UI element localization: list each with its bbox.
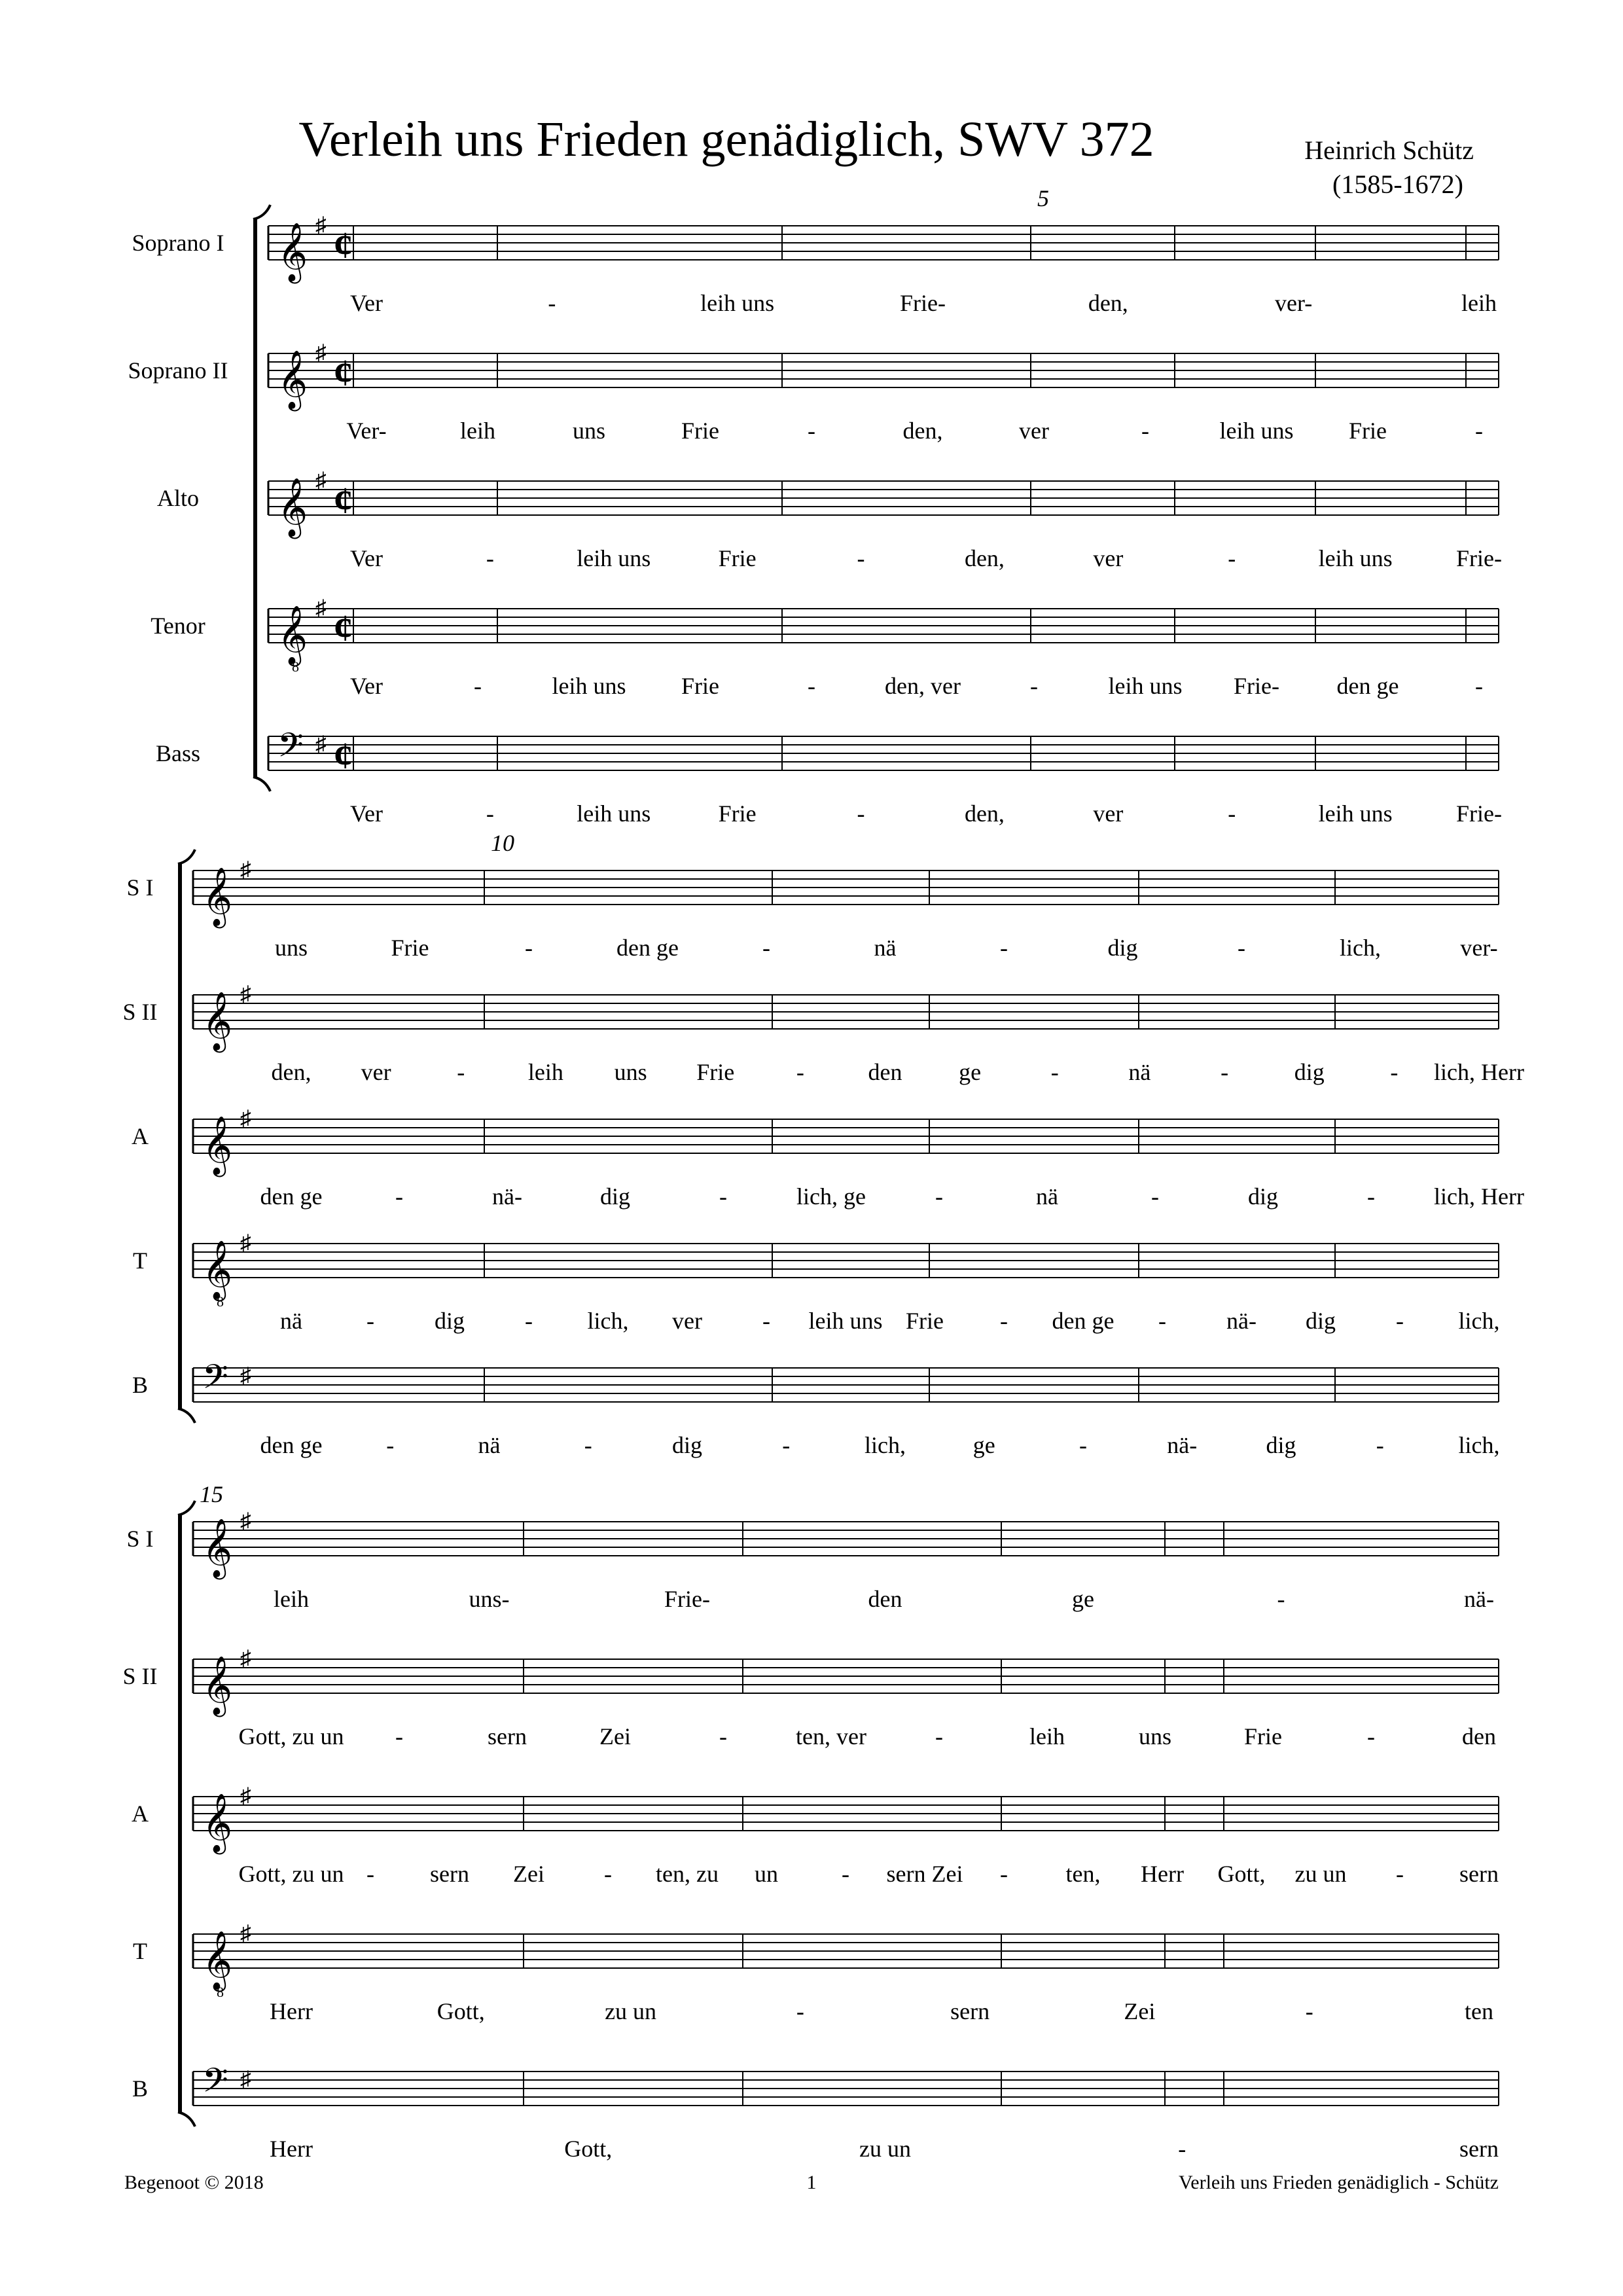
bracket-bottom-hook: [253, 777, 270, 791]
part-label: Bass: [155, 740, 201, 766]
lyric-syllable: Gott,: [437, 1998, 485, 2024]
treble-clef-icon: 𝄞: [277, 351, 308, 408]
lyric-syllable: leih uns: [1219, 418, 1294, 444]
lyric-syllable: leih uns: [552, 673, 626, 699]
footer-running-title: Verleih uns Frieden genädiglich - Schütz: [1178, 2172, 1499, 2193]
bracket-bottom-hook: [178, 2112, 195, 2126]
staff-soprano-i: [132, 213, 1499, 316]
lyric-syllable: leih uns: [700, 290, 775, 316]
lyric-syllable: nä: [874, 935, 897, 961]
lyric-syllable: -: [1390, 1059, 1399, 1085]
lyric-syllable: lich,: [865, 1432, 906, 1458]
lyric-syllable: ver-: [1275, 290, 1313, 316]
lyric-syllable: -: [395, 1723, 403, 1749]
part-label: T: [133, 1247, 147, 1274]
lyric-syllable: leih: [1461, 290, 1497, 316]
lyric-syllable: -: [1305, 1998, 1313, 2024]
composer-dates: (1585-1672): [1332, 170, 1463, 199]
key-signature-sharp-icon: ♯: [315, 341, 327, 365]
lyric-syllable: uns-: [469, 1586, 510, 1612]
system-1: [128, 185, 1502, 827]
part-label: Tenor: [151, 613, 205, 639]
lyric-syllable: den,: [902, 418, 943, 444]
lyric-syllable: nä: [1128, 1059, 1151, 1085]
lyric-syllable: leih: [527, 1059, 563, 1085]
lyric-syllable: -: [386, 1432, 395, 1458]
part-label: Soprano II: [128, 357, 228, 384]
treble-clef-icon: 𝄞: [202, 1931, 233, 1988]
lyric-syllable: -: [1228, 545, 1236, 571]
lyric-syllable: den: [868, 1586, 902, 1612]
treble-clef-icon: 𝄞: [202, 1657, 233, 1713]
key-signature-sharp-icon: ♯: [240, 1784, 251, 1808]
staff-t: [133, 1922, 1499, 2024]
lyric-syllable: -: [1158, 1308, 1166, 1334]
key-signature-sharp-icon: ♯: [315, 596, 327, 620]
part-label: B: [132, 1372, 149, 1398]
part-label: B: [132, 2075, 149, 2102]
lyric-syllable: -: [1141, 418, 1149, 444]
lyric-syllable: Frie: [681, 673, 719, 699]
lyric-syllable: sern: [430, 1861, 469, 1887]
key-signature-sharp-icon: ♯: [240, 1647, 251, 1671]
octave-eight-mark: 8: [217, 1984, 224, 2000]
lyric-syllable: Frie-: [664, 1586, 710, 1612]
lyric-syllable: lich, ge: [796, 1183, 866, 1210]
staff-s-ii: [123, 1647, 1499, 1749]
key-signature-sharp-icon: ♯: [240, 1364, 251, 1388]
measure-number: 15: [200, 1481, 223, 1507]
lyric-syllable: -: [1178, 2136, 1186, 2162]
footer-page-number: 1: [806, 2172, 817, 2193]
lyric-syllable: leih uns: [808, 1308, 883, 1334]
key-signature-sharp-icon: ♯: [240, 858, 251, 882]
lyric-syllable: -: [1376, 1432, 1384, 1458]
lyric-syllable: -: [842, 1861, 849, 1887]
lyric-syllable: dig: [599, 1183, 631, 1210]
measure-number: 10: [491, 830, 514, 856]
lyric-syllable: dig: [1266, 1432, 1296, 1458]
staff-b: [132, 1359, 1500, 1458]
lyric-syllable: ver: [1093, 545, 1124, 571]
lyric-syllable: sern: [1459, 2136, 1499, 2162]
lyric-syllable: -: [525, 935, 533, 961]
staff-bass: [156, 728, 1502, 827]
treble-clef-icon: 𝄞: [277, 478, 308, 535]
lyric-syllable: nä-: [1464, 1586, 1494, 1612]
lyric-syllable: uns: [274, 935, 308, 961]
lyric-syllable: Gott, zu un: [238, 1861, 344, 1887]
lyric-syllable: nä-: [492, 1183, 522, 1210]
lyric-syllable: Frie: [1244, 1723, 1282, 1749]
lyric-syllable: -: [1238, 935, 1245, 961]
staff-soprano-ii: [128, 341, 1499, 444]
treble-clef-icon: 𝄞: [202, 1794, 233, 1851]
lyric-syllable: leih uns: [577, 545, 651, 571]
bracket-top-hook: [178, 850, 195, 864]
staff-b: [132, 2063, 1499, 2162]
lyric-syllable: lich, Herr: [1434, 1059, 1524, 1085]
lyric-syllable: -: [525, 1308, 533, 1334]
cut-time-icon: ¢: [334, 224, 353, 266]
lyric-syllable: -: [604, 1861, 612, 1887]
lyric-syllable: leih uns: [1108, 673, 1183, 699]
lyric-syllable: den, ver: [885, 673, 961, 699]
key-signature-sharp-icon: ♯: [240, 1922, 251, 1946]
treble-clef-icon: 𝄞: [202, 868, 233, 925]
part-label: A: [132, 1801, 149, 1827]
lyric-syllable: -: [1000, 1308, 1008, 1334]
lyric-syllable: den ge: [1336, 673, 1399, 699]
lyric-syllable: -: [486, 800, 494, 827]
lyric-syllable: Frie-: [1456, 800, 1502, 827]
lyric-syllable: -: [857, 800, 865, 827]
cut-time-icon: ¢: [334, 734, 353, 777]
lyric-syllable: -: [1367, 1723, 1375, 1749]
lyric-syllable: uns: [572, 418, 606, 444]
lyric-syllable: den ge: [616, 935, 679, 961]
lyric-syllable: sern: [950, 1998, 990, 2024]
lyric-syllable: -: [1050, 1059, 1059, 1085]
lyric-syllable: -: [935, 1723, 943, 1749]
lyric-syllable: -: [366, 1861, 374, 1887]
lyric-syllable: -: [1221, 1059, 1229, 1085]
octave-eight-mark: 8: [217, 1293, 224, 1310]
measure-number: 5: [1037, 185, 1049, 211]
key-signature-sharp-icon: ♯: [240, 982, 251, 1007]
part-label: A: [132, 1123, 149, 1149]
lyric-syllable: Herr: [270, 2136, 313, 2162]
lyric-syllable: -: [808, 418, 815, 444]
lyric-syllable: leih: [460, 418, 495, 444]
treble-clef-icon: 𝄞: [277, 606, 308, 663]
lyric-syllable: -: [548, 290, 556, 316]
lyric-syllable: -: [1000, 935, 1008, 961]
lyric-syllable: uns: [1138, 1723, 1172, 1749]
part-label: Soprano I: [132, 230, 224, 256]
staff-s-i: [126, 1509, 1499, 1612]
lyric-syllable: den,: [964, 800, 1005, 827]
lyric-syllable: -: [1151, 1183, 1159, 1210]
part-label: T: [133, 1938, 147, 1964]
bracket-top-hook: [178, 1501, 195, 1515]
page-title: Verleih uns Frieden genädiglich, SWV 372: [298, 112, 1154, 167]
lyric-syllable: Frie: [718, 545, 757, 571]
lyric-syllable: dig: [671, 1432, 703, 1458]
key-signature-sharp-icon: ♯: [240, 2068, 251, 2092]
lyric-syllable: -: [782, 1432, 791, 1458]
footer-copyright: Begenoot © 2018: [124, 2172, 264, 2193]
lyric-syllable: Frie: [906, 1308, 944, 1334]
lyric-syllable: nä-: [1226, 1308, 1257, 1334]
staff-a: [132, 1107, 1524, 1210]
treble-clef-icon: 𝄞: [202, 1519, 233, 1576]
lyric-syllable: nä-: [1167, 1432, 1198, 1458]
lyric-syllable: -: [1277, 1586, 1285, 1612]
lyric-syllable: -: [719, 1183, 727, 1210]
staff-alto: [157, 469, 1502, 571]
lyric-syllable: -: [1000, 1861, 1008, 1887]
lyric-syllable: ver: [1019, 418, 1049, 444]
staff-a: [132, 1784, 1499, 1887]
lyric-syllable: sern: [488, 1723, 527, 1749]
part-label: Alto: [156, 485, 200, 511]
lyric-syllable: lich, Herr: [1434, 1183, 1524, 1210]
lyric-syllable: dig: [1247, 1183, 1279, 1210]
lyric-syllable: den,: [964, 545, 1005, 571]
lyric-syllable: Frie: [391, 935, 429, 961]
lyric-syllable: dig: [434, 1308, 465, 1334]
lyric-syllable: den: [868, 1059, 902, 1085]
lyric-syllable: den ge: [1052, 1308, 1115, 1334]
lyric-syllable: dig: [1305, 1308, 1336, 1334]
lyric-syllable: -: [796, 1998, 804, 2024]
lyric-syllable: lich,: [1458, 1432, 1500, 1458]
lyric-syllable: leih uns: [1318, 800, 1393, 827]
bass-clef-icon: 𝄢: [202, 2063, 228, 2108]
lyric-syllable: ge: [972, 1432, 995, 1458]
lyric-syllable: uns: [614, 1059, 647, 1085]
lyric-syllable: -: [1475, 418, 1483, 444]
lyric-syllable: den,: [1088, 290, 1128, 316]
lyric-syllable: -: [935, 1183, 943, 1210]
staff-tenor: [151, 596, 1499, 699]
lyric-syllable: -: [486, 545, 494, 571]
cut-time-icon: ¢: [334, 479, 353, 522]
lyric-syllable: Frie: [718, 800, 757, 827]
lyric-syllable: -: [1367, 1183, 1375, 1210]
lyric-syllable: sern Zei: [886, 1861, 963, 1887]
lyric-syllable: zu un: [859, 2136, 911, 2162]
lyric-syllable: Ver-: [346, 418, 387, 444]
lyric-syllable: -: [457, 1059, 465, 1085]
treble-clef-icon: 𝄞: [202, 992, 233, 1049]
lyric-syllable: -: [1396, 1308, 1404, 1334]
bracket-bottom-hook: [178, 1408, 195, 1423]
lyric-syllable: den: [1462, 1723, 1496, 1749]
lyric-syllable: leih uns: [577, 800, 651, 827]
key-signature-sharp-icon: ♯: [315, 469, 327, 493]
lyric-syllable: Ver: [350, 800, 383, 827]
staff-s-ii: [123, 982, 1524, 1085]
lyric-syllable: -: [366, 1308, 374, 1334]
part-label: S II: [122, 999, 158, 1025]
lyric-syllable: Ver: [350, 673, 383, 699]
lyric-syllable: -: [1475, 673, 1483, 699]
lyric-syllable: Frie-: [1234, 673, 1279, 699]
lyric-syllable: -: [1396, 1861, 1404, 1887]
lyric-syllable: ver: [361, 1059, 391, 1085]
bass-clef-icon: 𝄢: [202, 1359, 228, 1404]
lyric-syllable: Frie: [681, 418, 719, 444]
lyric-syllable: dig: [1107, 935, 1138, 961]
cut-time-icon: ¢: [334, 607, 353, 649]
staff-s-i: [126, 858, 1499, 961]
part-label: S I: [126, 874, 154, 901]
lyric-syllable: ten, zu: [656, 1861, 719, 1887]
lyric-syllable: Gott,: [1217, 1861, 1266, 1887]
lyric-syllable: Frie-: [1456, 545, 1502, 571]
cut-time-icon: ¢: [334, 351, 353, 394]
lyric-syllable: Zei: [513, 1861, 544, 1887]
system-2: [123, 830, 1524, 1458]
lyric-syllable: -: [808, 673, 815, 699]
lyric-syllable: dig: [1294, 1059, 1325, 1085]
lyric-syllable: Frie: [1349, 418, 1387, 444]
lyric-syllable: Zei: [599, 1723, 631, 1749]
part-label: S II: [122, 1663, 158, 1689]
system-3: [123, 1481, 1499, 2162]
lyric-syllable: -: [395, 1183, 403, 1210]
lyric-syllable: -: [796, 1059, 804, 1085]
lyric-syllable: -: [762, 1308, 770, 1334]
lyric-syllable: Gott, zu un: [238, 1723, 344, 1749]
lyric-syllable: lich,: [1458, 1308, 1500, 1334]
lyric-syllable: -: [584, 1432, 592, 1458]
lyric-syllable: -: [1079, 1432, 1087, 1458]
treble-clef-icon: 𝄞: [202, 1117, 233, 1174]
lyric-syllable: nä: [280, 1308, 302, 1334]
lyric-syllable: -: [1228, 800, 1236, 827]
key-signature-sharp-icon: ♯: [315, 732, 327, 757]
lyric-syllable: ten: [1465, 1998, 1493, 2024]
key-signature-sharp-icon: ♯: [240, 1231, 251, 1255]
lyric-syllable: ten,: [1065, 1861, 1101, 1887]
lyric-syllable: -: [762, 935, 770, 961]
octave-eight-mark: 8: [292, 658, 299, 675]
key-signature-sharp-icon: ♯: [315, 213, 327, 238]
lyric-syllable: ver: [1093, 800, 1124, 827]
staff-t: [133, 1231, 1499, 1334]
lyric-syllable: Zei: [1124, 1998, 1156, 2024]
lyric-syllable: -: [719, 1723, 727, 1749]
lyric-syllable: ten, ver: [796, 1723, 866, 1749]
lyric-syllable: un: [755, 1861, 778, 1887]
lyric-syllable: zu un: [605, 1998, 657, 2024]
lyric-syllable: leih: [1029, 1723, 1065, 1749]
lyric-syllable: ge: [959, 1059, 982, 1085]
lyric-syllable: nä: [478, 1432, 501, 1458]
lyric-syllable: den ge: [260, 1432, 323, 1458]
lyric-syllable: den ge: [260, 1183, 323, 1210]
lyric-syllable: ver-: [1460, 935, 1498, 961]
lyric-syllable: -: [474, 673, 482, 699]
bass-clef-icon: 𝄢: [277, 728, 304, 772]
lyric-syllable: Ver: [350, 290, 383, 316]
lyric-syllable: ver: [672, 1308, 702, 1334]
lyric-syllable: -: [1030, 673, 1038, 699]
lyric-syllable: Frie-: [900, 290, 946, 316]
lyric-syllable: leih uns: [1318, 545, 1393, 571]
lyric-syllable: Ver: [350, 545, 383, 571]
treble-clef-icon: 𝄞: [277, 223, 308, 280]
part-label: S I: [126, 1526, 154, 1552]
lyric-syllable: nä: [1036, 1183, 1058, 1210]
lyric-syllable: Gott,: [564, 2136, 613, 2162]
lyric-syllable: lich,: [587, 1308, 629, 1334]
lyric-syllable: sern: [1459, 1861, 1499, 1887]
key-signature-sharp-icon: ♯: [240, 1509, 251, 1534]
lyric-syllable: Herr: [270, 1998, 313, 2024]
lyric-syllable: lich,: [1340, 935, 1381, 961]
lyric-syllable: Frie: [696, 1059, 735, 1085]
composer-name: Heinrich Schütz: [1304, 135, 1474, 165]
lyric-syllable: leih: [274, 1586, 309, 1612]
bracket-top-hook: [253, 205, 270, 219]
lyric-syllable: ge: [1072, 1586, 1094, 1612]
lyric-syllable: -: [857, 545, 865, 571]
treble-clef-icon: 𝄞: [202, 1241, 233, 1298]
key-signature-sharp-icon: ♯: [240, 1107, 251, 1131]
lyric-syllable: Herr: [1141, 1861, 1184, 1887]
lyric-syllable: den,: [271, 1059, 312, 1085]
lyric-syllable: zu un: [1294, 1861, 1347, 1887]
